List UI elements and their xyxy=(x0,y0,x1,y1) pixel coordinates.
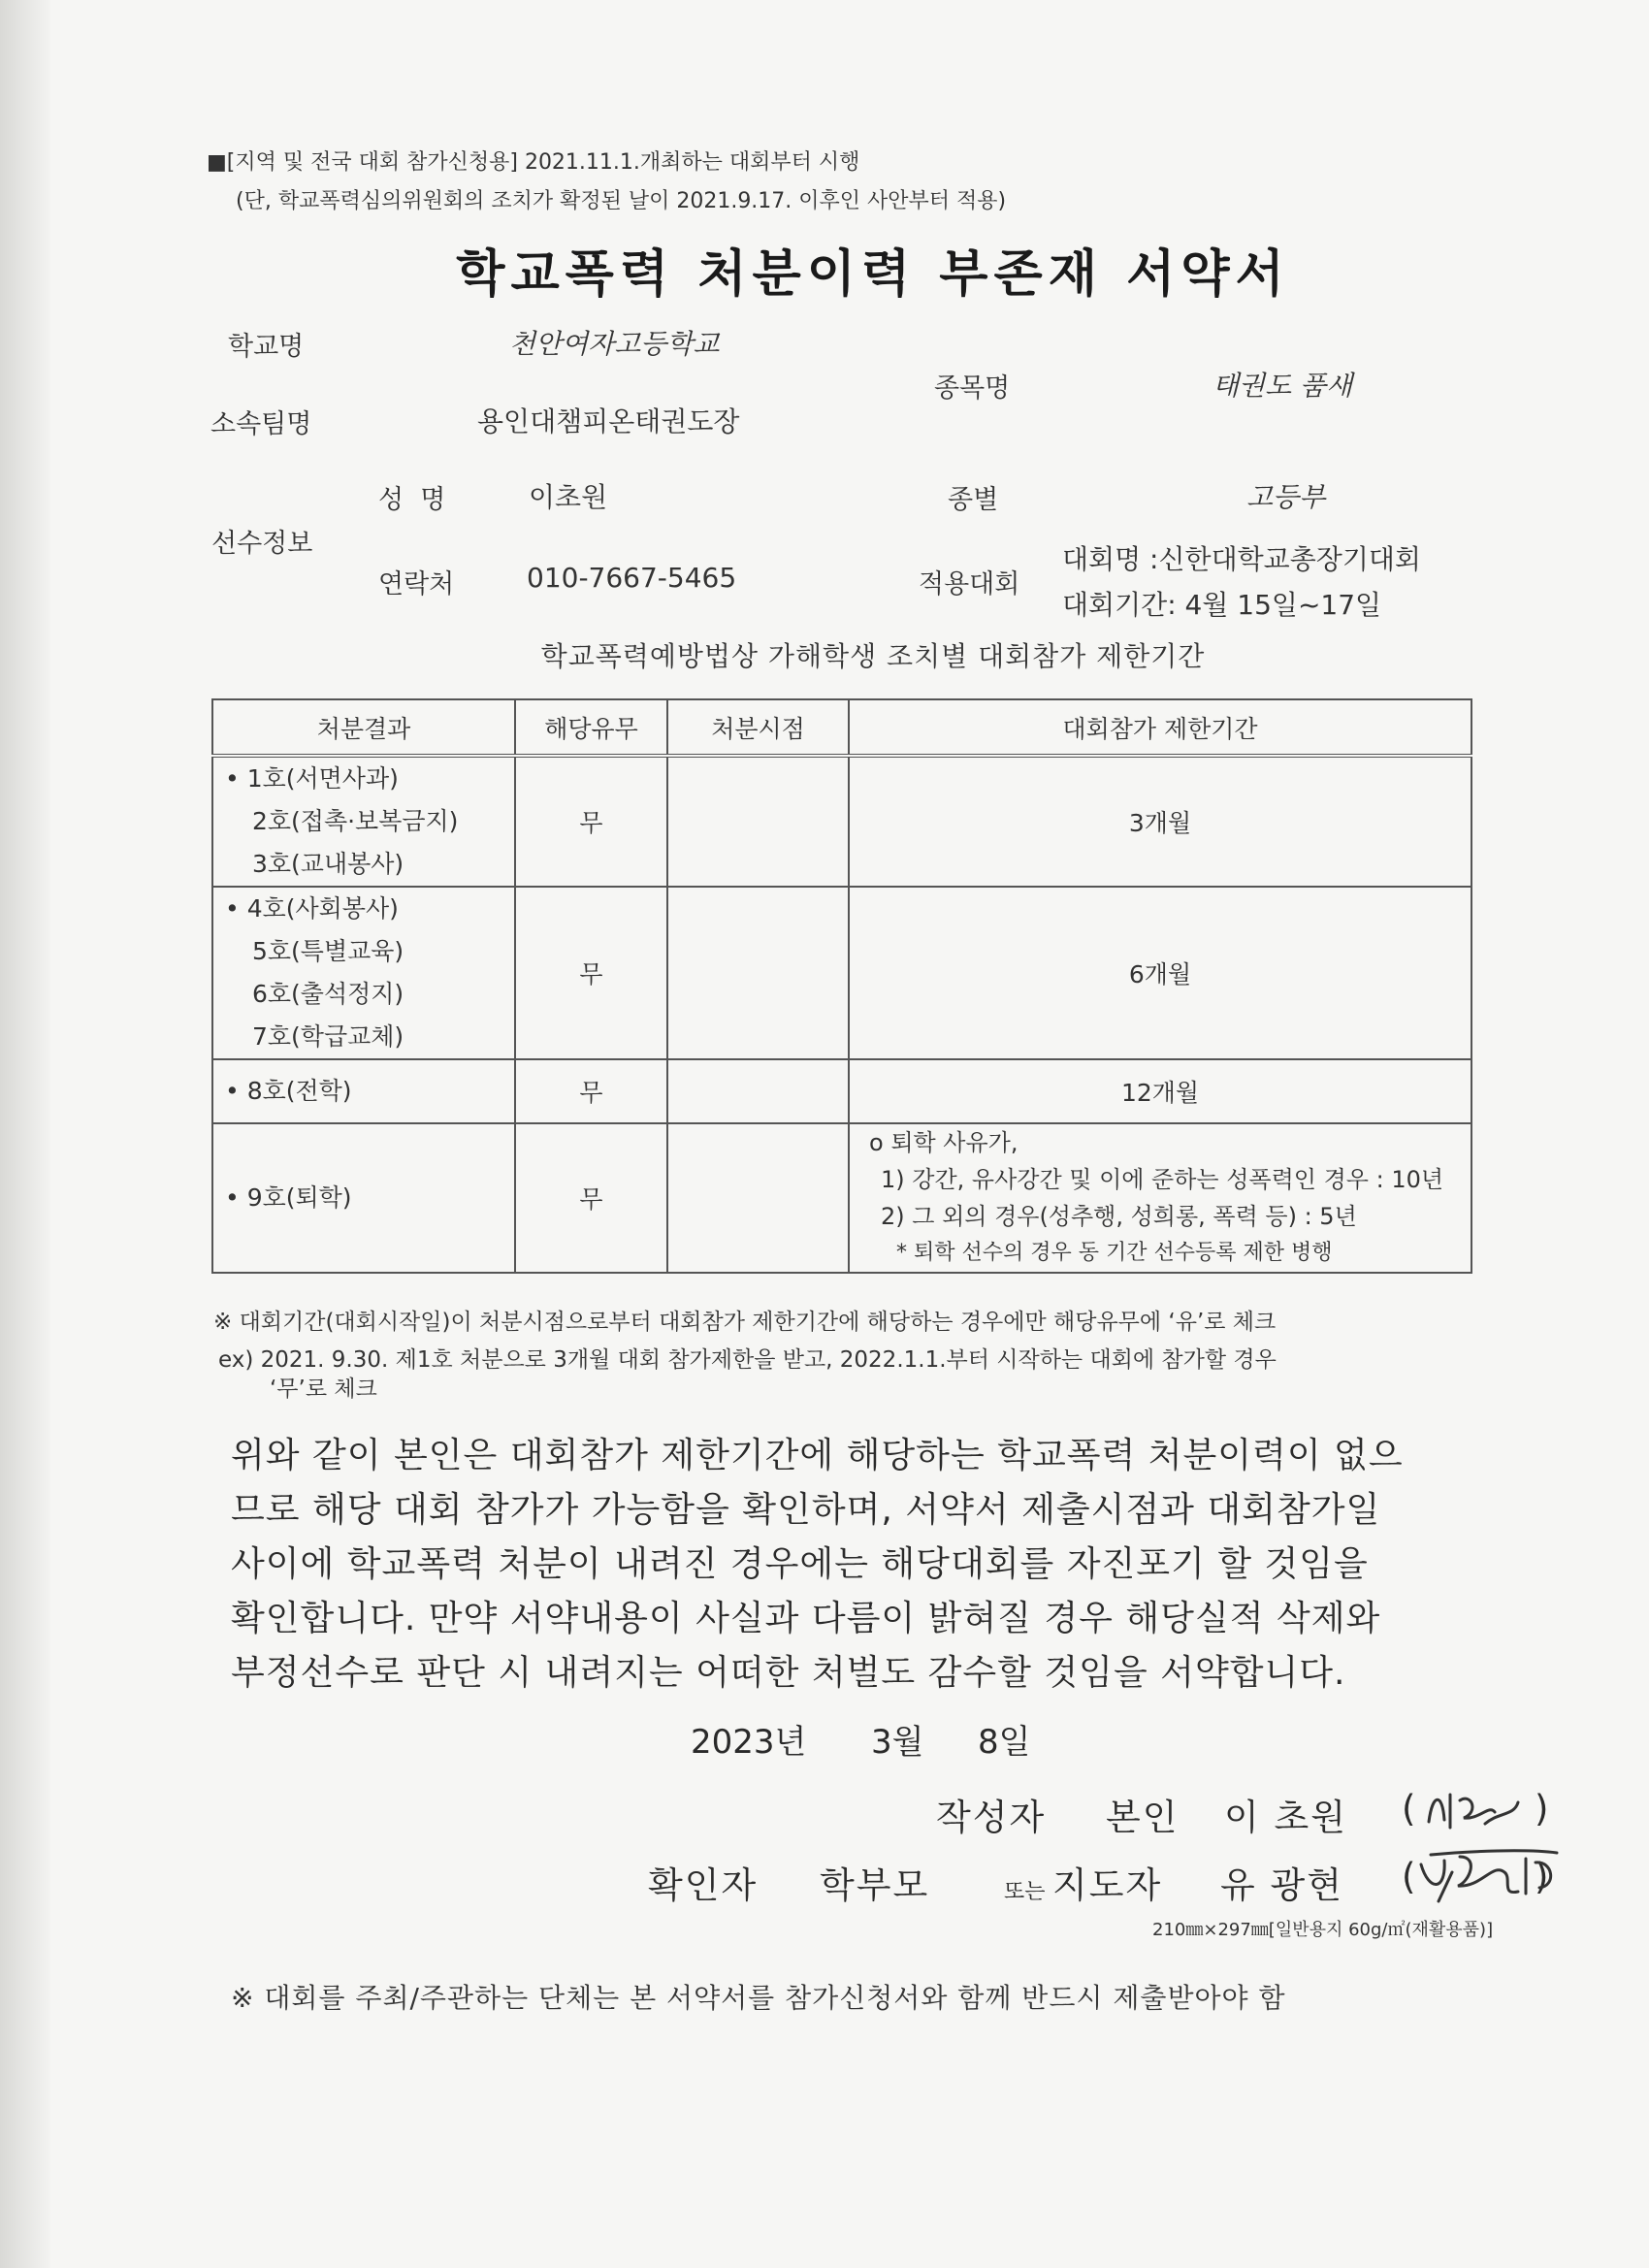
result-cell xyxy=(212,756,515,887)
event-value: 태권도 품새 xyxy=(1212,370,1353,402)
writer-label: 작성자 xyxy=(936,1797,1047,1838)
sanction-item: • 8호(전학) xyxy=(225,1077,352,1105)
header-applicable: 해당유무 xyxy=(515,699,667,756)
writer-signature xyxy=(1421,1783,1528,1841)
pledge-line: 위와 같이 본인은 대회참가 제한기간에 해당하는 학교폭력 처분이력이 없으 xyxy=(231,1436,1404,1475)
period-cell: 12개월 xyxy=(849,1059,1471,1123)
competition-label: 적용대회 xyxy=(919,569,1020,599)
school-label: 학교명 xyxy=(228,332,305,362)
applicable-cell: 무 xyxy=(515,1123,667,1273)
confirm-or xyxy=(1004,1865,1046,1907)
school-value: 천안여자고등학교 xyxy=(509,328,720,360)
period-cell xyxy=(849,1123,1471,1273)
expulsion-note: 1) 강간, 유사강간 및 이에 준하는 성폭력인 경우 : 10년 xyxy=(881,1166,1444,1193)
writer-paren-open: ( xyxy=(1402,1788,1418,1830)
confirm-paren-open: ( xyxy=(1402,1856,1418,1897)
header-result: 처분결과 xyxy=(212,699,515,756)
note-line-3: ‘무’로 체크 xyxy=(270,1377,377,1402)
date-month: 3월 xyxy=(871,1723,924,1762)
expulsion-note: 2) 그 외의 경우(성추행, 성희롱, 폭력 등) : 5년 xyxy=(881,1203,1357,1230)
confirm-signature xyxy=(1411,1843,1567,1916)
header-date: 처분시점 xyxy=(667,699,849,756)
table-row xyxy=(212,1059,1471,1123)
pledge-line: 부정선수로 판단 시 내려지는 어떠한 처벌도 감수할 것임을 서약합니다. xyxy=(231,1653,1346,1693)
note-line-1: ※ 대회기간(대회시작일)이 처분시점으로부터 대회참가 제한기간에 해당하는 경우에만 해당유무에 ‘유’로 체크 xyxy=(213,1310,1277,1335)
writer-paren-close: ) xyxy=(1535,1788,1551,1830)
date-cell xyxy=(667,1123,849,1273)
player-info-label: 선수정보 xyxy=(211,529,313,559)
expulsion-note: o 퇴학 사유가, xyxy=(869,1129,1018,1156)
contact-value: 010-7667-5465 xyxy=(527,562,737,594)
document-title: 학교폭력 처분이력 부존재 서약서 xyxy=(456,245,1290,304)
date-cell xyxy=(667,1059,849,1123)
confirm-name: 유 광현 xyxy=(1220,1864,1343,1906)
team-label: 소속팀명 xyxy=(210,409,312,439)
team-value: 용인대챔피온태권도장 xyxy=(477,405,740,437)
notice-line-1: ■[지역 및 전국 대회 참가신청용] 2021.11.1.개최하는 대회부터 시행 xyxy=(207,150,860,175)
competition-period: 대회기간: 4월 15일~17일 xyxy=(1062,589,1382,621)
table-header-row xyxy=(212,699,1471,756)
competition-name: 대회명 :신한대학교총장기대회 xyxy=(1062,543,1421,575)
date-year: 2023년 xyxy=(691,1723,807,1762)
applicable-cell: 무 xyxy=(515,756,667,887)
date-day: 8일 xyxy=(978,1723,1031,1762)
confirm-or-text: 또는 xyxy=(1004,1880,1046,1904)
note-line-2: ex) 2021. 9.30. 제1호 처분으로 3개월 대회 참가제한을 받고, 2022.1.1.부터 시작하는 대회에 참가할 경우 xyxy=(218,1347,1277,1373)
confirm-role-parent: 학부모 xyxy=(820,1864,930,1906)
scan-edge xyxy=(0,0,50,2268)
header-period: 대회참가 제한기간 xyxy=(849,699,1471,756)
sanction-item: • 1호(서면사과) xyxy=(225,764,399,793)
division-value: 고등부 xyxy=(1246,481,1326,513)
pledge-line: 사이에 학교폭력 처분이 내려진 경우에는 해당대회를 자진포기 할 것임을 xyxy=(231,1544,1369,1584)
date-cell xyxy=(667,756,849,887)
result-cell xyxy=(212,1123,515,1273)
name-label: 성 명 xyxy=(378,485,446,515)
footer-note: ※ 대회를 주최/주관하는 단체는 본 서약서를 참가신청서와 함께 반드시 제출받아야 함 xyxy=(231,1982,1286,2014)
sanction-item: • 9호(퇴학) xyxy=(225,1183,352,1212)
sanction-item: 2호(접촉·보복금지) xyxy=(252,807,459,835)
sanction-table xyxy=(211,698,1472,1274)
result-cell xyxy=(212,1059,515,1123)
writer-name: 이 초원 xyxy=(1224,1797,1347,1838)
table-row xyxy=(212,1123,1471,1273)
writer-role: 본인 xyxy=(1106,1797,1180,1838)
paper-spec: 210㎜×297㎜[일반용지 60g/㎡(재활용품)] xyxy=(1152,1920,1494,1940)
confirm-role-coach: 지도자 xyxy=(1052,1864,1163,1906)
event-label: 종목명 xyxy=(934,373,1011,404)
pledge-line: 므로 해당 대회 참가가 가능함을 확인하며, 서약서 제출시점과 대회참가일 xyxy=(231,1490,1381,1530)
expulsion-note: * 퇴학 선수의 경우 동 기간 선수등록 제한 병행 xyxy=(896,1241,1333,1265)
sanction-item: 7호(학급교체) xyxy=(252,1022,404,1051)
sanction-item: 5호(특별교육) xyxy=(252,937,404,965)
notice-line-2: (단, 학교폭력심의위원회의 조치가 확정된 날이 2021.9.17. 이후인 사안부터 적용) xyxy=(236,189,1007,213)
name-value: 이초원 xyxy=(529,481,608,513)
sanction-item: 6호(출석정지) xyxy=(252,980,404,1008)
applicable-cell: 무 xyxy=(515,887,667,1059)
sanction-item: 3호(교내봉사) xyxy=(252,850,404,878)
table-row xyxy=(212,756,1471,887)
period-cell: 6개월 xyxy=(849,887,1471,1059)
table-title: 학교폭력예방법상 가해학생 조치별 대회참가 제한기간 xyxy=(540,640,1206,672)
pledge-line: 확인합니다. 만약 서약내용이 사실과 다름이 밝혀질 경우 해당실적 삭제와 xyxy=(231,1599,1381,1638)
contact-label: 연락처 xyxy=(378,569,455,599)
sanction-item: • 4호(사회봉사) xyxy=(225,894,399,923)
table-row xyxy=(212,887,1471,1059)
date-cell xyxy=(667,887,849,1059)
confirm-paren-close: ) xyxy=(1535,1856,1551,1897)
applicable-cell: 무 xyxy=(515,1059,667,1123)
division-label: 종별 xyxy=(948,485,999,515)
result-cell xyxy=(212,887,515,1059)
pledge-text xyxy=(231,1429,1550,1701)
period-cell: 3개월 xyxy=(849,756,1471,887)
confirm-label: 확인자 xyxy=(648,1864,759,1906)
